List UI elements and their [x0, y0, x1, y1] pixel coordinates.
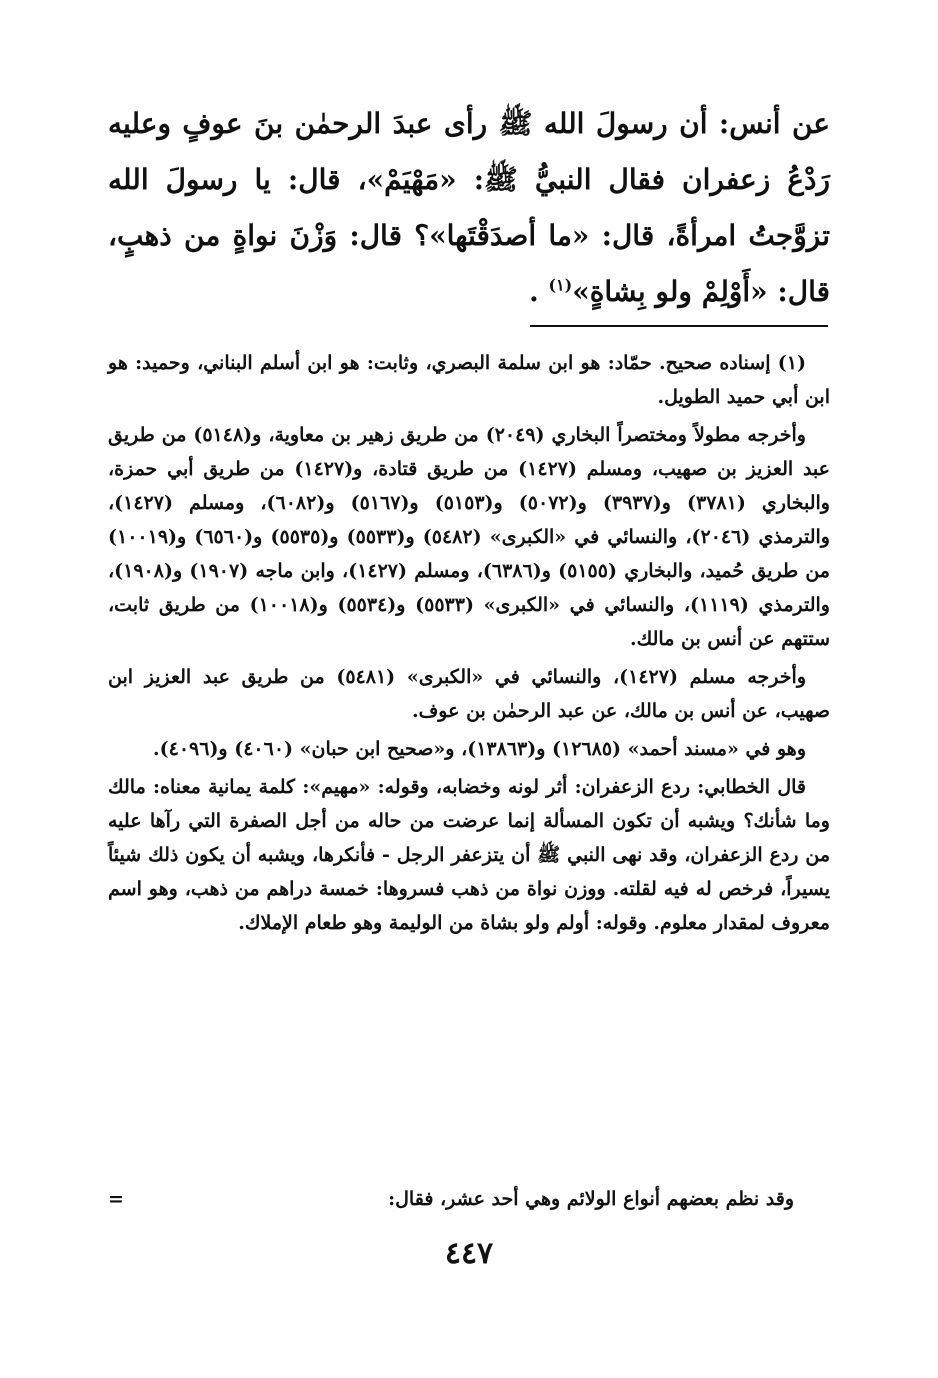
page-number: ٤٤٧: [444, 1236, 494, 1271]
hadith-body: عن أنس: أن رسولَ الله ﷺ رأى عبدَ الرحمٰن بنَ عوفٍ وعليه رَدْعُ زعفران فقال النبيُّ ﷺ: «مَهْيَمْ»، قال: يا رسولَ الله تزوَّجتُ امرأةً، قال: «ما أصدَقْتَها»؟ قال: وَزْنَ نواةٍ من ذهبٍ، قال: «أَوْلِمْ ولو بِشاةٍ»: [108, 107, 830, 308]
footnote-last-line: [108, 1182, 830, 1216]
hadith-text: [108, 96, 830, 320]
continuation-mark: =: [108, 1188, 124, 1210]
footnote-paragraph-musnad: وهو في «مسند أحمد» (١٢٦٨٥) و(١٣٨٦٣)، و«صحيح ابن حبان» (٤٠٦٠) و(٤٠٩٦).: [153, 738, 806, 760]
footnote-paragraph-khattabi: قال الخطابي: ردع الزعفران: أثر لونه وخضابه، وقوله: «مهيم»: كلمة يمانية معناه: مالك وما شأنك؟ ويشبه أن تكون المسألة إنما عرضت من حاله من أجل الصفرة التي رآها عليه من ردع الزعفران، وقد نهى النبي ﷺ أن يتزعفر الرجل - فأنكرها، ويشبه أن يكون ذلك شيئاً يسيراً، فرخص له فيه لقلته. ووزن نواة من ذهب فسروها: خمسة دراهم من ذهب، وهو اسم معروف لمقدار معلوم. وقوله: أولم ولو بشاة من الوليمة وهو طعام الإملاك.: [108, 776, 830, 934]
footnote-separator: [530, 325, 828, 327]
hadith-paragraph: [108, 96, 830, 320]
footnote-paragraph-muslim: وأخرجه مسلم (١٤٢٧)، والنسائي في «الكبرى» (٥٤٨١) من طريق عبد العزيز ابن صهيب، عن أنس بن مالك، عن عبد الرحمٰن بن عوف.: [108, 666, 830, 722]
footnote-paragraph-poem-intro: وقد نظم بعضهم أنواع الولائم وهي أحد عشر، فقال:: [388, 1188, 794, 1210]
hadith-end-mark: .: [528, 275, 539, 308]
footnote-paragraph-takhrij: وأخرجه مطولاً ومختصراً البخاري (٢٠٤٩) من طريق زهير بن معاوية، و(٥١٤٨) من طريق عبد العزيز بن صهيب، ومسلم (١٤٢٧) من طريق قتادة، و(١٤٢٧) من طريق أبي حمزة، والبخاري (٣٧٨١) و(٣٩٣٧) و(٥٠٧٢) و(٥١٥٣) و(٥١٦٧) و(٦٠٨٢)، ومسلم (١٤٢٧)، والترمذي (٢٠٤٦)، والنسائي في «الكبرى» (٥٤٨٢) و(٥٥٣٣) و(٥٥٣٥) و(٦٥٦٠) و(١٠٠١٩) من طريق حُميد، والبخاري (٥١٥٥) و(٦٣٨٦)، ومسلم (١٤٢٧)، وابن ماجه (١٩٠٧) و(١٩٠٨)، والترمذي (١١١٩)، والنسائي في «الكبرى» (٥٥٣٣) و(٥٥٣٤) و(١٠٠١٨) من طريق ثابت، ستتهم عن أنس بن مالك.: [108, 424, 830, 650]
footnote-reference: (١): [548, 275, 573, 295]
footnote-paragraph-isnad: (١) إسناده صحيح. حمّاد: هو ابن سلمة البصري، وثابت: هو ابن أسلم البناني، وحميد: هو ابن أبي حميد الطويل.: [108, 352, 830, 408]
footnotes-section: [108, 346, 830, 944]
